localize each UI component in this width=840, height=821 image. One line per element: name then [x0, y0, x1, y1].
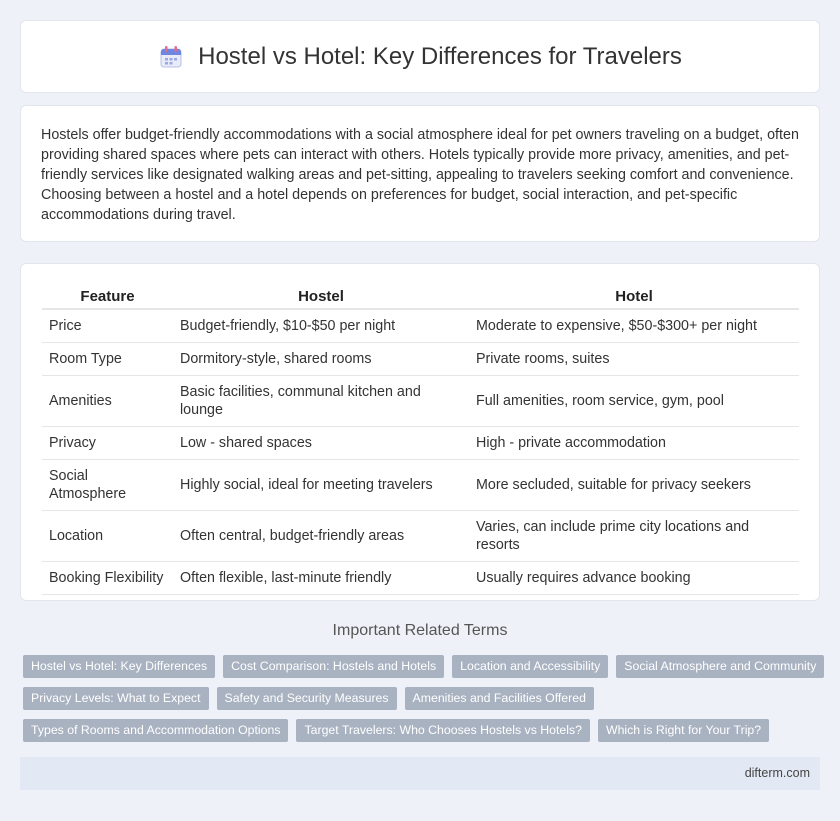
header-feature: Feature [42, 284, 173, 309]
feature-cell: Booking Flexibility [42, 562, 173, 595]
hotel-cell: Usually requires advance booking [469, 562, 799, 595]
related-term-tag[interactable]: Safety and Security Measures [217, 687, 397, 710]
tag-row [23, 687, 823, 710]
related-term-tag[interactable]: Social Atmosphere and Community [616, 655, 824, 678]
hotel-cell: Moderate to expensive, $50-$300+ per night [469, 309, 799, 343]
related-term-tag[interactable]: Location and Accessibility [452, 655, 608, 678]
related-term-tag[interactable]: Which is Right for Your Trip? [598, 719, 769, 742]
header-hotel: Hotel [469, 284, 799, 309]
table-header-row [42, 284, 799, 309]
intro-text: Hostels offer budget-friendly accommodations with a social atmosphere ideal for pet owners traveling on a budget, often providing shared spaces where pets can interact with others. Hotels typically provide more privacy, amenities, and pet-friendly services like designated walking areas and pet-sitting, appealing to travelers seeking comfort and convenience. Choosing between a hostel and a hotel depends on preferences for budget, social interaction, and pet-specific accommodations during travel. [41, 127, 799, 223]
title-card [20, 20, 820, 93]
footer-site-link[interactable]: difterm.com [744, 766, 810, 780]
hotel-cell: High - private accommodation [469, 427, 799, 460]
related-term-tag[interactable]: Hostel vs Hotel: Key Differences [23, 655, 215, 678]
tag-row [23, 655, 823, 678]
table-row [42, 376, 799, 427]
header-hostel: Hostel [173, 284, 469, 309]
hostel-cell: Low - shared spaces [173, 427, 469, 460]
related-term-tag[interactable]: Cost Comparison: Hostels and Hotels [223, 655, 444, 678]
feature-cell: Price [42, 309, 173, 343]
page-title: Hostel vs Hotel: Key Differences for Travelers [198, 42, 682, 70]
table-row [42, 511, 799, 562]
intro-card [20, 105, 820, 242]
page-title-wrap [158, 43, 682, 71]
related-term-tag[interactable]: Privacy Levels: What to Expect [23, 687, 209, 710]
table-row [42, 309, 799, 343]
comparison-table [42, 284, 799, 595]
related-term-tag[interactable]: Target Travelers: Who Chooses Hostels vs Hotels? [296, 719, 589, 742]
hostel-cell: Dormitory-style, shared rooms [173, 343, 469, 376]
calendar-icon [158, 44, 184, 70]
tag-row [23, 719, 823, 742]
related-term-tag[interactable]: Types of Rooms and Accommodation Options [23, 719, 288, 742]
feature-cell: Location [42, 511, 173, 562]
related-terms-tags [23, 655, 823, 751]
hostel-cell: Budget-friendly, $10-$50 per night [173, 309, 469, 343]
hotel-cell: Varies, can include prime city locations and resorts [469, 511, 799, 562]
hotel-cell: More secluded, suitable for privacy seekers [469, 460, 799, 511]
table-row [42, 343, 799, 376]
related-terms-title: Important Related Terms [332, 622, 508, 639]
hotel-cell: Full amenities, room service, gym, pool [469, 376, 799, 427]
feature-cell: Social Atmosphere [42, 460, 173, 511]
table-row [42, 427, 799, 460]
feature-cell: Room Type [42, 343, 173, 376]
hostel-cell: Often central, budget-friendly areas [173, 511, 469, 562]
hostel-cell: Highly social, ideal for meeting travelers [173, 460, 469, 511]
feature-cell: Amenities [42, 376, 173, 427]
related-term-tag[interactable]: Amenities and Facilities Offered [405, 687, 594, 710]
table-row [42, 460, 799, 511]
hotel-cell: Private rooms, suites [469, 343, 799, 376]
hostel-cell: Basic facilities, communal kitchen and lounge [173, 376, 469, 427]
feature-cell: Privacy [42, 427, 173, 460]
footer [20, 757, 820, 790]
hostel-cell: Often flexible, last-minute friendly [173, 562, 469, 595]
comparison-table-card [20, 263, 820, 601]
table-row [42, 562, 799, 595]
